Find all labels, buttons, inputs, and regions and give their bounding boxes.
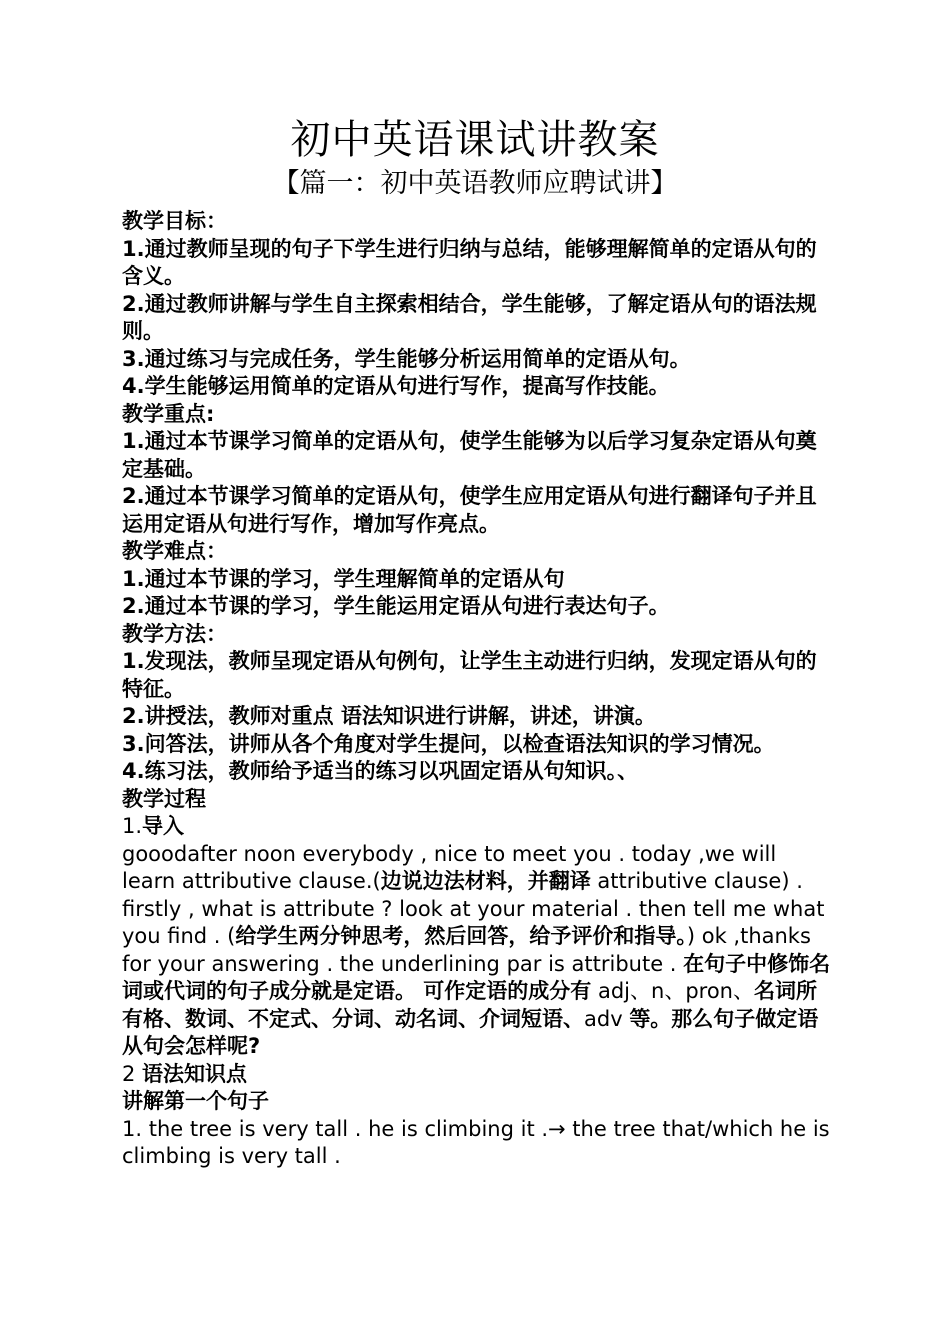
paragraph-note: 等。那么句子做定语从句会怎样呢?	[122, 1006, 819, 1058]
document-title: 初中英语课试讲教案	[290, 117, 660, 163]
difficulty-item: 2.通过本节课的学习，学生能运用定语从句进行表达句子。	[122, 594, 670, 618]
section-heading-goals: 教学目标：	[122, 209, 227, 233]
paragraph-text: ) ok ,thanks for your answering . the underlining par is attribute .	[122, 924, 811, 976]
step-number: 1.	[122, 814, 143, 838]
paragraph-text: attributive clause) . firstly , what is attribute ? look at your material . then tell me what you find . (	[122, 869, 825, 948]
process-step-heading	[116, 813, 832, 841]
difficulty-item: 1.通过本节课的学习，学生理解简单的定语从句	[122, 566, 565, 591]
paragraph-note: 边说边法材料，并翻译	[380, 869, 591, 893]
paragraph-text: gooodafter noon everybody , nice to meet you . today ,we will learn attributive clause.(	[122, 841, 777, 893]
section-heading-difficulties: 教学难点：	[122, 539, 227, 563]
paragraph-note: 名词所有格、数词、不定式、分词、动名词、介词短语、	[122, 979, 817, 1031]
method-item: 4.练习法，教师给予适当的练习以巩固定语从句知识。、	[122, 759, 639, 783]
goal-item: 2.通过教师讲解与学生自主探索相结合，学生能够，了解定语从句的语法规则。	[122, 291, 817, 343]
key-point-item: 1.通过本节课学习简单的定语从句，使学生能够为以后学习复杂定语从句奠定基础。	[122, 429, 817, 481]
section-heading-methods: 教学方法：	[122, 621, 227, 646]
goal-item: 1.通过教师呈现的句子下学生进行归纳与总结，能够理解简单的定语从句的含义。	[122, 236, 817, 288]
step-label: 语法知识点	[142, 1061, 248, 1086]
document-body	[116, 208, 832, 1171]
method-item: 1.发现法，教师呈现定语从句例句，让学生主动进行归纳，发现定语从句的特征。	[122, 649, 817, 701]
paragraph-text: adv	[584, 1006, 630, 1031]
step-label: 导入	[142, 814, 185, 838]
lead-in-paragraph	[116, 841, 832, 1061]
document-subtitle: 【篇一：初中英语教师应聘试讲】	[272, 168, 678, 199]
paragraph-note: 给学生两分钟思考，然后回答，给予评价和指导。	[235, 924, 687, 948]
example-sentence: 1. the tree is very tall . he is climbing it .→ the tree that/which he is climbing is very tall .	[122, 1116, 830, 1168]
goal-item: 3.通过练习与完成任务，学生能够分析运用简单的定语从句。	[122, 346, 691, 371]
key-point-item: 2.通过本节课学习简单的定语从句，使学生应用定语从句进行翻译句子并且运用定语从句进行写作，增加写作亮点。	[122, 484, 817, 536]
process-step-heading	[116, 1061, 832, 1089]
section-heading-process: 教学过程	[122, 786, 206, 811]
method-item: 2.讲授法，教师对重点 语法知识进行讲解，讲述，讲演。	[122, 704, 656, 728]
paragraph-text: adj、n、pron、	[591, 979, 754, 1003]
section-heading-key-points: 教学重点:	[122, 401, 215, 426]
sub-heading: 讲解第一个句子	[122, 1089, 269, 1113]
goal-item: 4.学生能够运用简单的定语从句进行写作，提高写作技能。	[122, 374, 670, 398]
step-number: 2	[122, 1061, 143, 1086]
paragraph-note: 在句子中修饰名词或代词的句子成分就是定语。 可作定语的成分有	[122, 951, 831, 1003]
method-item: 3.问答法，讲师从各个角度对学生提问，以检查语法知识的学习情况。	[122, 731, 775, 756]
